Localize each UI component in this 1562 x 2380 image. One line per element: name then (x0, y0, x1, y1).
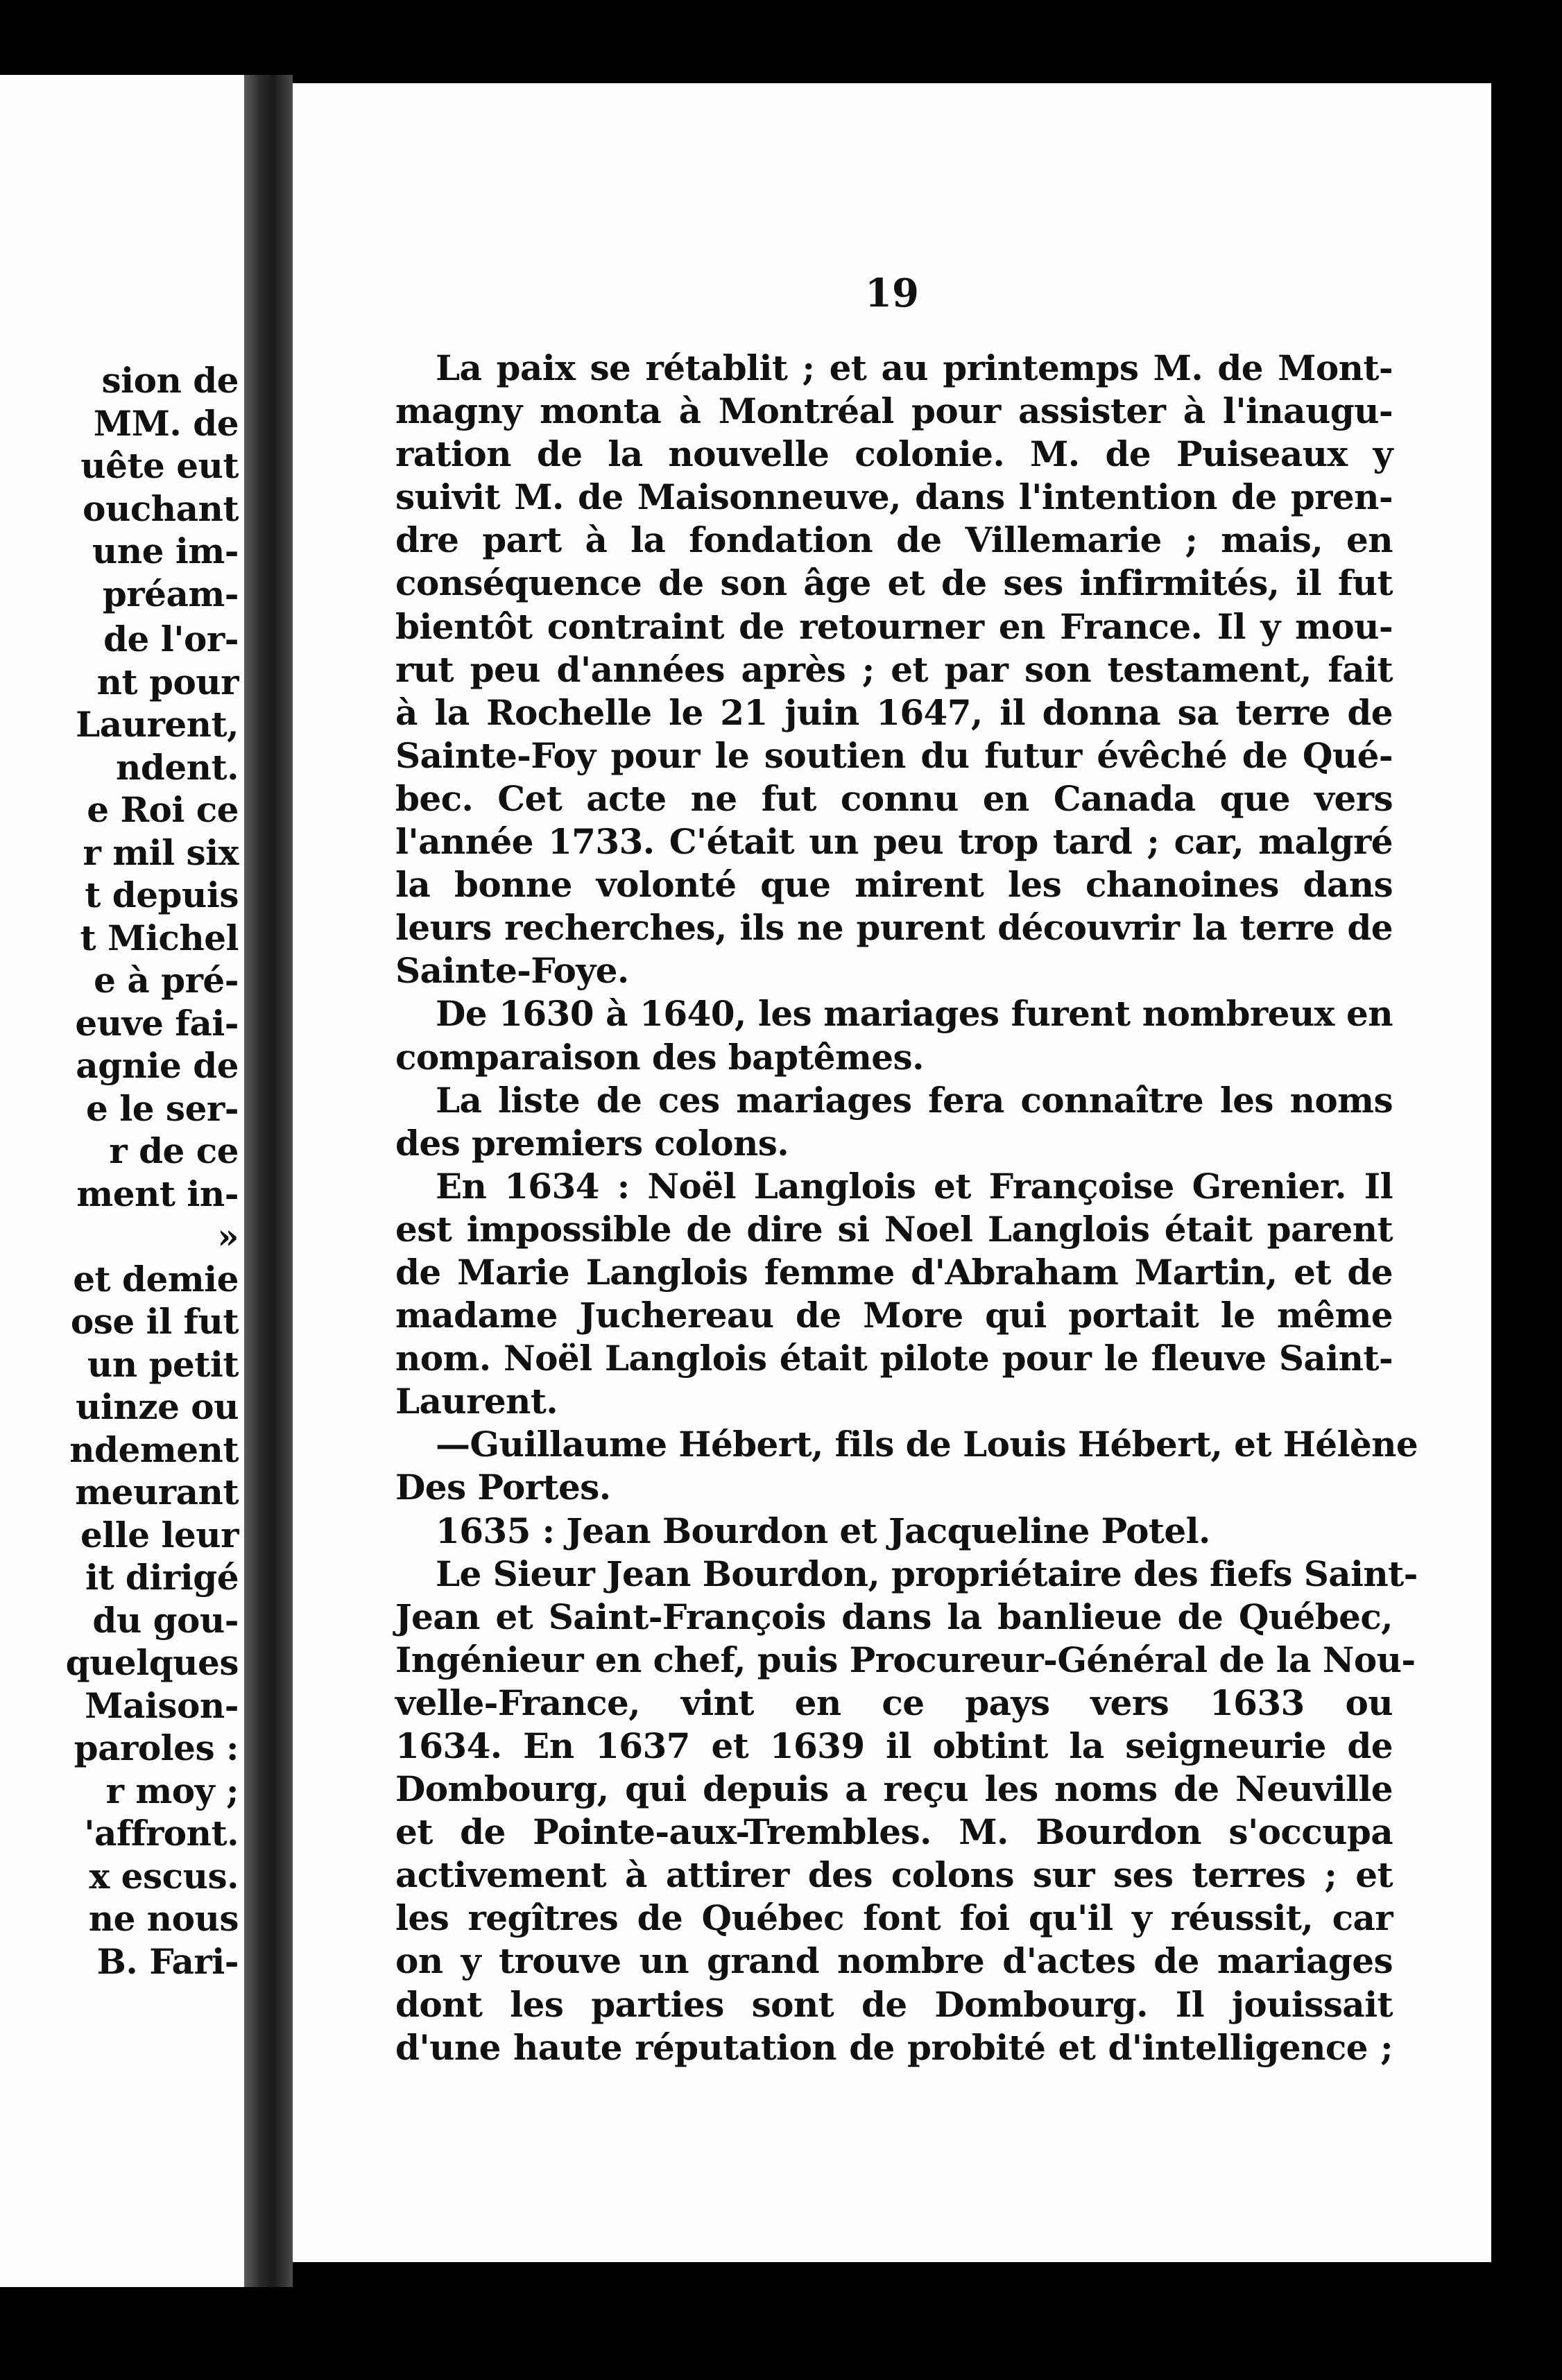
left-page-line: e le ser- (86, 1087, 239, 1129)
text-line: les regîtres de Québec font foi qu'il y réussit, car (395, 1897, 1393, 1939)
left-page-line: meurant (75, 1472, 239, 1512)
left-page-line: r de ce (109, 1130, 239, 1171)
left-page-line: x escus. (89, 1855, 239, 1897)
left-page-line: une im- (92, 531, 239, 571)
text-line: et de Pointe-aux-Trembles. M. Bourdon s'occupa (395, 1811, 1393, 1853)
text-line: de Marie Langlois femme d'Abraham Martin, et de (395, 1251, 1393, 1293)
left-page-line: B. Fari- (96, 1940, 239, 1982)
left-page-line: e Roi ce (87, 789, 239, 830)
text-line: à la Rochelle le 21 juin 1647, il donna sa terre de (395, 691, 1393, 733)
text-line: rut peu d'années après ; et par son testament, fait (395, 648, 1393, 690)
text-line: on y trouve un grand nombre d'actes de mariages (395, 1940, 1393, 1982)
left-page-line: nt pour (96, 661, 239, 702)
left-page-line: Laurent, (76, 704, 239, 745)
text-line: conséquence de son âge et de ses infirmités, il fut (395, 562, 1393, 604)
left-page-line: ne nous (88, 1898, 239, 1939)
left-page (0, 75, 244, 2287)
text-line: Ingénieur en chef, puis Procureur-Général de la Nou- (395, 1639, 1416, 1680)
text-line: La liste de ces mariages fera connaître les noms (436, 1079, 1393, 1121)
left-page-line: ndement (69, 1429, 239, 1470)
text-line: la bonne volonté que mirent les chanoines dans (395, 864, 1393, 906)
page-number: 19 (865, 270, 919, 316)
left-page-line: ouchant (83, 488, 239, 529)
text-line: Le Sieur Jean Bourdon, propriétaire des fiefs Saint- (436, 1553, 1418, 1594)
left-page-line: et demie (73, 1258, 239, 1300)
left-page-line: MM. de (93, 402, 239, 444)
book-gutter (244, 75, 293, 2287)
text-line: l'année 1733. C'était un peu trop tard ; car, malgré (395, 821, 1393, 863)
text-line: leurs recherches, ils ne purent découvrir la terre de (395, 907, 1393, 949)
text-line: bientôt contraint de retourner en France. Il y mou- (395, 605, 1393, 647)
right-page (293, 83, 1491, 2262)
left-page-line: elle leur (80, 1514, 239, 1555)
text-line: En 1634 : Noël Langlois et Françoise Grenier. Il (436, 1165, 1393, 1207)
left-page-line: préam- (102, 573, 239, 614)
left-page-line: agnie de (76, 1045, 239, 1086)
left-page-line: un petit (87, 1343, 239, 1385)
left-page-line: it dirigé (85, 1557, 239, 1598)
left-page-line: r moy ; (105, 1770, 239, 1811)
text-line: des premiers colons. (395, 1122, 789, 1164)
text-line: velle-France, vint en ce pays vers 1633 ou (395, 1682, 1393, 1723)
text-line: comparaison des baptêmes. (395, 1036, 924, 1078)
text-line: d'une haute réputation de probité et d'intelligence ; (395, 2026, 1393, 2068)
left-page-line: de l'or- (103, 619, 239, 659)
left-page-line: r mil six (83, 831, 239, 873)
left-page-line: ment in- (76, 1173, 239, 1214)
left-page-line: Maison- (85, 1684, 239, 1726)
text-line: De 1630 à 1640, les mariages furent nombreux en (436, 993, 1393, 1035)
text-line: Des Portes. (395, 1467, 611, 1508)
left-page-line: » (217, 1216, 239, 1257)
text-line: magny monta à Montréal pour assister à l'inaugu- (395, 390, 1393, 432)
left-page-line: ndent. (116, 746, 239, 788)
left-page-line: paroles : (74, 1727, 239, 1768)
text-line: La paix se rétablit ; et au printemps M. de Mont- (436, 347, 1393, 388)
text-line: est impossible de dire si Noel Langlois était parent (395, 1208, 1393, 1250)
text-line: madame Juchereau de More qui portait le même (395, 1295, 1393, 1336)
text-line: 1635 : Jean Bourdon et Jacqueline Potel. (436, 1510, 1210, 1551)
text-line: —Guillaume Hébert, fils de Louis Hébert, et Hélène (436, 1424, 1418, 1465)
text-line: Jean et Saint-François dans la banlieue de Québec, (395, 1596, 1393, 1637)
text-line: activement à attirer des colons sur ses terres ; et (395, 1854, 1393, 1896)
text-line: nom. Noël Langlois était pilote pour le fleuve Saint- (395, 1338, 1393, 1379)
left-page-text (3, 359, 239, 1983)
left-page-line: e à pré- (94, 960, 239, 1001)
left-page-line: uinze ou (75, 1386, 239, 1427)
text-line: Sainte-Foy pour le soutien du futur évêché de Qué- (395, 734, 1393, 776)
text-line: Sainte-Foye. (395, 950, 629, 992)
left-page-line: uête eut (80, 445, 239, 486)
text-line: 1634. En 1637 et 1639 il obtint la seigneurie de (395, 1725, 1393, 1766)
left-page-line: euve fai- (75, 1002, 239, 1044)
text-line: dre part à la fondation de Villemarie ; mais, en (395, 519, 1393, 561)
text-line: ration de la nouvelle colonie. M. de Puiseaux y (395, 433, 1393, 475)
left-page-line: 'affront. (84, 1813, 239, 1854)
left-page-line: du gou- (92, 1599, 239, 1641)
left-page-line: sion de (101, 360, 239, 401)
text-line: suivit M. de Maisonneuve, dans l'intention de pren- (395, 476, 1393, 518)
left-page-line: t depuis (85, 874, 239, 915)
text-line: bec. Cet acte ne fut connu en Canada que vers (395, 777, 1393, 819)
left-page-line: t Michel (80, 917, 239, 958)
text-line: dont les parties sont de Dombourg. Il jouissait (395, 1983, 1393, 2025)
page-body-text (395, 347, 1418, 2069)
text-line: Dombourg, qui depuis a reçu les noms de Neuville (395, 1768, 1393, 1810)
left-page-line: quelques (65, 1642, 239, 1683)
left-page-line: ose il fut (70, 1301, 239, 1342)
text-line: Laurent. (395, 1381, 558, 1422)
